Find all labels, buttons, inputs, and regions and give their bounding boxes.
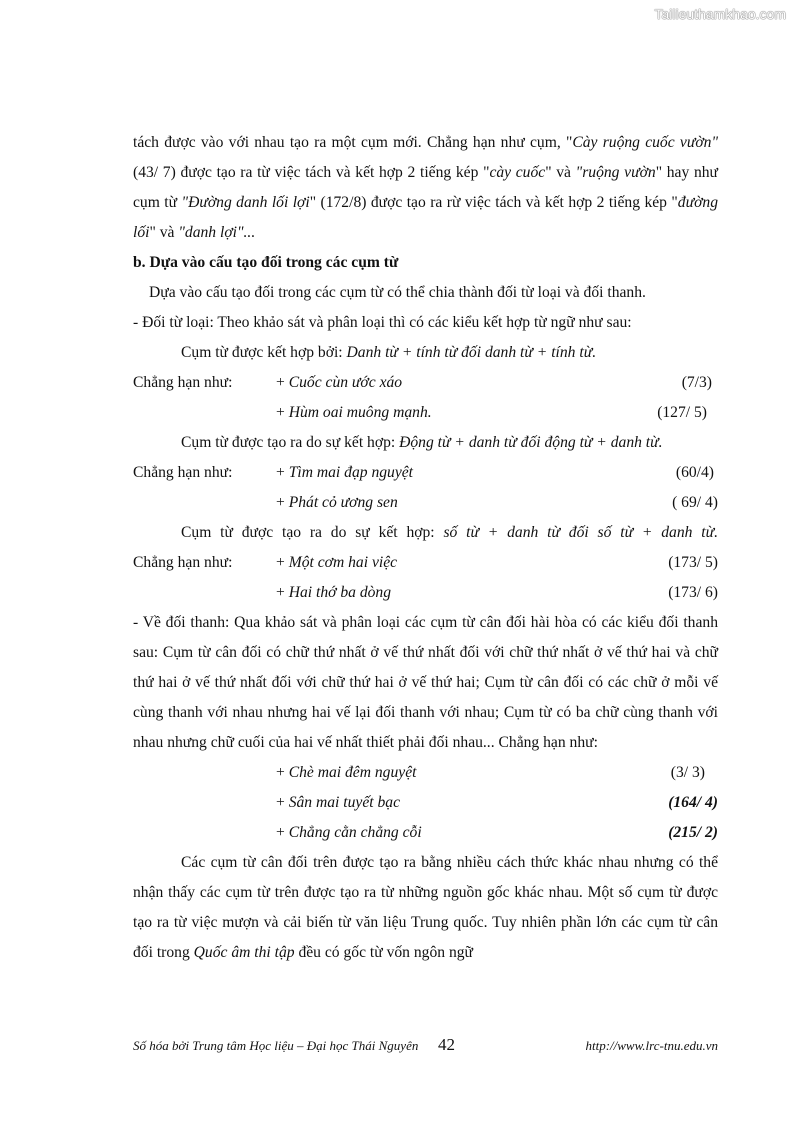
italic-phrase: "ruộng vườn [575,164,656,181]
example-row [133,488,718,518]
example-lead: Chẳng hạn như: [133,374,233,391]
example-text: Chè mai đêm nguyệt [288,764,417,781]
watermark: Tailieuthamkhao.com [654,6,786,22]
example-reference: (173/ 6) [668,584,718,601]
example-reference: (3/ 3) [670,764,705,781]
italic-phrase: Cày ruộng cuốc vườn" [572,134,718,151]
pattern-formula: Động từ + danh từ đối động từ + danh từ. [399,434,663,451]
example-item [276,398,432,428]
text-run: " hay như cụm từ [133,164,718,211]
page-content [133,128,718,968]
text-run: Các cụm từ cân đối trên được tạo ra bằng nhiều cách thức khác nhau nhưng có thể nhận thấy các cụm từ trên được tạo ra từ những nguồn gốc khác nhau. Một số cụm từ được tạo ra từ việc mượn và cải biến từ văn liệu Trung quốc. Tuy nhiên phần lớn các cụm từ cân đối trong [133,854,718,961]
text-run: Cụm từ được tạo ra do sự kết hợp: [181,524,444,541]
example-row [133,368,718,398]
example-item [276,458,413,488]
pattern-intro [133,338,718,368]
pattern-intro [133,428,718,458]
pattern-intro [133,518,718,548]
example-text: Sân mai tuyết bạc [288,794,400,811]
example-item [276,788,400,818]
example-text: Hùm oai muông mạnh. [288,404,432,421]
example-reference: (215/ 2) [668,824,718,841]
paragraph-tone: - Về đối thanh: Qua khảo sát và phân loại các cụm từ cân đối hài hòa có các kiểu đối thanh sau: Cụm từ cân đối có chữ thứ nhất ở vế thứ nhất đối với chữ thứ nhất ở vế thứ hai và chữ thứ hai ở vế thứ nhất đối với chữ thứ hai ở vế thứ hai; Cụm từ cân đối có các chữ ở mỗi vế cùng thanh với nhau nhưng hai vế lại đối thanh với nhau; Cụm từ có ba chữ cùng thanh với nhau nhưng chữ cuối của hai vế nhất thiết phải đối nhau... Chẳng hạn như: [133,614,718,751]
text-run: Cụm từ được tạo ra do sự kết hợp: [181,434,400,451]
example-text: Một cơm hai việc [288,554,398,571]
plus-sign: + [276,824,289,841]
example-item [276,818,422,848]
paragraph-word-class: - Đối từ loại: Theo khảo sát và phân loại thì có các kiểu kết hợp từ ngữ như sau: [133,314,632,331]
paragraph-conclusion [133,848,718,968]
example-reference: (173/ 5) [668,554,718,571]
text-run: " (172/8) được tạo ra rừ việc tách và kết hợp 2 tiếng kép " [309,194,678,211]
plus-sign: + [276,404,289,421]
plus-sign: + [276,584,289,601]
plus-sign: + [276,494,289,511]
example-text: Hai thớ ba dòng [288,584,392,601]
example-row [133,548,718,578]
text-run: đều có gốc từ vốn ngôn ngữ [294,944,474,961]
italic-phrase: cày cuốc [489,164,546,181]
text-run: " và [545,164,576,181]
example-text: Cuốc cùn ước xáo [288,374,403,391]
plus-sign: + [276,554,289,571]
plus-sign: + [276,374,289,391]
section-heading: b. Dựa vào cấu tạo đối trong các cụm từ [133,254,399,271]
plus-sign: + [276,794,289,811]
example-item [276,488,398,518]
example-row [133,578,718,608]
example-reference: (127/ 5) [657,404,707,421]
footer-credit: Số hóa bởi Trung tâm Học liệu – Đại học Thái Nguyên [133,1038,419,1053]
text-run: tách được vào với nhau tạo ra một cụm mới. Chẳng hạn như cụm, " [133,134,573,151]
example-item [276,368,402,398]
text-run: (43/ 7) được tạo ra từ việc tách và kết hợp 2 tiếng kép " [133,164,490,181]
example-row [133,458,718,488]
italic-phrase: "Đường danh lối lợi [181,194,310,211]
italic-title: Quốc âm thi tập [193,944,295,961]
example-reference: ( 69/ 4) [672,494,718,511]
example-row [133,818,718,848]
example-item [276,758,416,788]
example-item [276,578,391,608]
page-footer [133,1035,718,1060]
example-text: Phát cỏ ương sen [288,494,398,511]
example-lead: Chẳng hạn như: [133,464,233,481]
example-reference: (164/ 4) [668,794,718,811]
pattern-formula: Danh từ + tính từ đối danh từ + tính từ. [346,344,597,361]
paragraph-continuation [133,128,718,248]
text-run: " và [149,224,179,241]
page-number: 42 [438,1035,455,1054]
italic-phrase: đường lối [133,194,719,241]
example-text: Tìm mai đạp nguyệt [288,464,414,481]
example-row [133,398,718,428]
italic-phrase: "danh lợi"... [178,224,256,241]
footer-url: http://www.lrc-tnu.edu.vn [585,1038,718,1053]
paragraph-intro: Dựa vào cấu tạo đối trong các cụm từ có thể chia thành đối từ loại và đối thanh. [149,284,646,301]
plus-sign: + [276,764,289,781]
example-text: Chẳng cằn chẳng cỗi [288,824,422,841]
example-row [133,788,718,818]
plus-sign: + [276,464,289,481]
example-row [133,758,718,788]
text-run: Cụm từ được kết hợp bởi: [181,344,347,361]
pattern-formula: số từ + danh từ đối số từ + danh từ. [443,524,718,541]
example-item [276,548,397,578]
example-lead: Chẳng hạn như: [133,554,233,571]
example-reference: (60/4) [675,464,714,481]
example-reference: (7/3) [681,374,712,391]
